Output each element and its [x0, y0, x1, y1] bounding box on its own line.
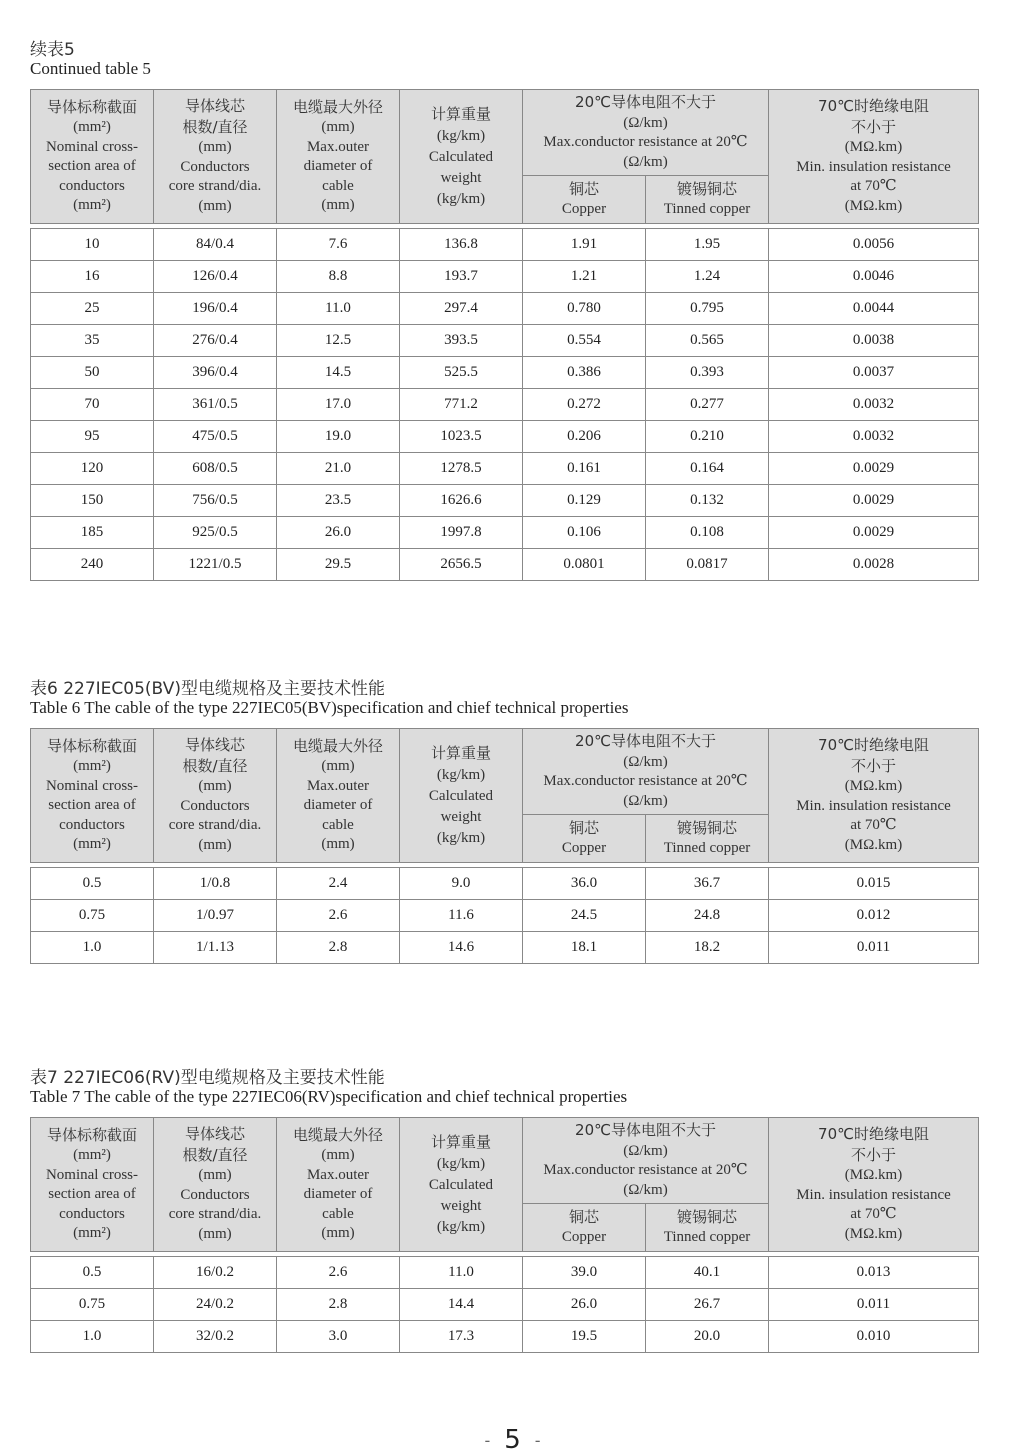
header-line: 镀锡铜芯 — [676, 1207, 737, 1226]
table-cell: 0.75 — [31, 900, 154, 932]
header-line: section area of — [48, 158, 136, 174]
table-cell: 0.565 — [646, 325, 769, 357]
table-cell: 12.5 — [277, 325, 400, 357]
table-row — [31, 293, 979, 325]
header-line: (mm) — [198, 836, 232, 853]
header-line: (MΩ.km) — [844, 197, 903, 214]
header-line: (Ω/km) — [623, 1181, 668, 1198]
table-cell: 276/0.4 — [154, 325, 277, 357]
header-tinned-copper — [646, 815, 769, 863]
header-line: Max.outer — [306, 1166, 370, 1183]
header-resistance-group — [523, 90, 769, 176]
table-cell: 11.6 — [400, 900, 523, 932]
table-cell: 9.0 — [400, 868, 523, 900]
table-cell: 393.5 — [400, 325, 523, 357]
table-row — [31, 868, 979, 900]
table-cell: 0.0029 — [769, 517, 979, 549]
header-line: Max.conductor resistance at 20℃ — [543, 773, 748, 789]
table-cell: 0.0037 — [769, 357, 979, 389]
header-line: (MΩ.km) — [844, 836, 903, 853]
table-cell: 3.0 — [277, 1321, 400, 1353]
table-cell: 11.0 — [400, 1257, 523, 1289]
table-cell: 0.5 — [31, 1257, 154, 1289]
header-resistance-group — [523, 1118, 769, 1204]
table-cell: 2.8 — [277, 1289, 400, 1321]
table-cell: 0.0801 — [523, 549, 646, 581]
header-line: 镀锡铜芯 — [676, 818, 737, 837]
header-line: Tinned copper — [663, 201, 751, 217]
header-line: Calculated — [428, 787, 494, 804]
table-cell: 361/0.5 — [154, 389, 277, 421]
header-line: conductors — [59, 1205, 125, 1222]
header-line: Copper — [561, 1229, 607, 1245]
table-cell: 24/0.2 — [154, 1289, 277, 1321]
table-cell: 23.5 — [277, 485, 400, 517]
header-line: Nominal cross- — [45, 1166, 139, 1183]
header-line: 镀锡铜芯 — [676, 179, 737, 198]
header-line: 计算重量 — [430, 1132, 491, 1151]
table-cell: 1/1.13 — [154, 932, 277, 964]
table-cell: 36.0 — [523, 868, 646, 900]
table-cell: 24.8 — [646, 900, 769, 932]
header-tinned-copper — [646, 1204, 769, 1252]
table-cell: 14.4 — [400, 1289, 523, 1321]
table-cell: 29.5 — [277, 549, 400, 581]
table-cell: 2.6 — [277, 1257, 400, 1289]
table-row — [31, 517, 979, 549]
table-row — [31, 549, 979, 581]
table-cell: 1.0 — [31, 932, 154, 964]
table-cell: 196/0.4 — [154, 293, 277, 325]
header-line: 根数/直径 — [182, 117, 248, 136]
header-line: Copper — [561, 201, 607, 217]
header-line: Min. insulation resistance — [796, 797, 951, 814]
header-line: weight — [440, 169, 482, 186]
table6-caption-cn: 表6 227IEC05(BV)型电缆规格及主要技术性能 — [30, 679, 385, 699]
header-line: at 70℃ — [850, 1206, 897, 1222]
table-cell: 2.8 — [277, 932, 400, 964]
table-cell: 1023.5 — [400, 421, 523, 453]
table-cell: 0.5 — [31, 868, 154, 900]
header-line: 导体线芯 — [184, 736, 245, 754]
header-line: Tinned copper — [663, 1229, 751, 1245]
header-line: 不小于 — [850, 756, 896, 775]
header-copper — [523, 1204, 646, 1252]
header-insulation — [769, 1118, 979, 1252]
header-line: section area of — [48, 1186, 136, 1202]
table-cell: 0.0038 — [769, 325, 979, 357]
table5-caption-en: Continued table 5 — [30, 59, 151, 78]
header-line: 铜芯 — [568, 818, 599, 837]
header-line: 20℃导体电阻不大于 — [575, 93, 716, 111]
table-cell: 1.0 — [31, 1321, 154, 1353]
header-line: Min. insulation resistance — [796, 158, 951, 175]
table-cell: 17.3 — [400, 1321, 523, 1353]
table-cell: 11.0 — [277, 293, 400, 325]
table-cell: 240 — [31, 549, 154, 581]
header-line: (Ω/km) — [623, 153, 668, 170]
header-outer-diameter — [277, 90, 400, 224]
table6-caption-en: Table 6 The cable of the type 227IEC05(BV)specification and chief technical properties — [30, 698, 629, 717]
header-line: (Ω/km) — [623, 1142, 668, 1159]
table-cell: 0.0046 — [769, 261, 979, 293]
header-weight — [400, 729, 523, 863]
table5 — [30, 89, 979, 581]
table-row — [31, 389, 979, 421]
header-line: 导体标称截面 — [46, 1125, 137, 1144]
header-line: at 70℃ — [850, 178, 897, 194]
header-line: diameter of — [303, 797, 373, 813]
header-nominal-area — [31, 1118, 154, 1252]
header-line: conductors — [59, 177, 125, 194]
table7-caption-en: Table 7 The cable of the type 227IEC06(RV)specification and chief technical properties — [30, 1087, 628, 1106]
table-cell: 0.393 — [646, 357, 769, 389]
header-line: core strand/dia. — [168, 178, 262, 194]
table-header — [31, 1118, 979, 1252]
header-line: 不小于 — [850, 117, 896, 136]
header-line: Nominal cross- — [45, 777, 139, 794]
header-line: 70℃时绝缘电阻 — [818, 97, 929, 115]
header-line: weight — [440, 1197, 482, 1214]
header-nominal-area — [31, 90, 154, 224]
header-line: 导体标称截面 — [46, 97, 137, 116]
table-cell: 525.5 — [400, 357, 523, 389]
table-cell: 0.795 — [646, 293, 769, 325]
header-copper — [523, 815, 646, 863]
table-cell: 36.7 — [646, 868, 769, 900]
table-cell: 0.206 — [523, 421, 646, 453]
header-strands — [154, 1118, 277, 1252]
table-row — [31, 357, 979, 389]
table-cell: 771.2 — [400, 389, 523, 421]
header-line: (mm) — [321, 1147, 355, 1163]
table-cell: 1626.6 — [400, 485, 523, 517]
header-line: (kg/km) — [436, 190, 486, 207]
header-line: Calculated — [428, 148, 494, 165]
table-cell: 120 — [31, 453, 154, 485]
header-copper — [523, 176, 646, 224]
table-cell: 2656.5 — [400, 549, 523, 581]
header-insulation — [769, 729, 979, 863]
header-strands — [154, 90, 277, 224]
table-cell: 0.0032 — [769, 421, 979, 453]
table-row — [31, 1321, 979, 1353]
table5-caption-cn: 续表5 — [30, 40, 75, 60]
table-cell: 608/0.5 — [154, 453, 277, 485]
header-line: Min. insulation resistance — [796, 1186, 951, 1203]
table-cell: 0.0032 — [769, 389, 979, 421]
header-outer-diameter — [277, 1118, 400, 1252]
table-cell: 2.6 — [277, 900, 400, 932]
header-line: diameter of — [303, 1186, 373, 1202]
header-line: (mm²) — [73, 197, 111, 213]
table-cell: 26.7 — [646, 1289, 769, 1321]
header-line: cable — [322, 1205, 354, 1222]
table-cell: 84/0.4 — [154, 229, 277, 261]
table-cell: 95 — [31, 421, 154, 453]
header-line: cable — [322, 177, 354, 194]
table-cell: 185 — [31, 517, 154, 549]
table-cell: 0.012 — [769, 900, 979, 932]
table-cell: 126/0.4 — [154, 261, 277, 293]
page-dash-left: - — [484, 1431, 491, 1450]
table-cell: 0.75 — [31, 1289, 154, 1321]
header-line: Max.conductor resistance at 20℃ — [543, 134, 748, 150]
table-row — [31, 900, 979, 932]
header-line: (MΩ.km) — [844, 778, 903, 794]
table-cell: 40.1 — [646, 1257, 769, 1289]
header-line: (mm) — [321, 836, 355, 852]
table-cell: 17.0 — [277, 389, 400, 421]
header-line: (mm) — [198, 1225, 232, 1242]
table-cell: 0.554 — [523, 325, 646, 357]
header-nominal-area — [31, 729, 154, 863]
table-cell: 18.2 — [646, 932, 769, 964]
table-row — [31, 453, 979, 485]
table-cell: 19.5 — [523, 1321, 646, 1353]
table-cell: 0.011 — [769, 932, 979, 964]
table-header — [31, 729, 979, 863]
table-cell: 0.0056 — [769, 229, 979, 261]
table-row — [31, 1257, 979, 1289]
table-cell: 16 — [31, 261, 154, 293]
table-row — [31, 261, 979, 293]
table-cell: 0.0029 — [769, 453, 979, 485]
header-line: Calculated — [428, 1176, 494, 1193]
table-row — [31, 485, 979, 517]
header-line: (mm) — [321, 119, 355, 135]
header-line: Max.conductor resistance at 20℃ — [543, 1162, 748, 1178]
table-cell: 0.010 — [769, 1321, 979, 1353]
header-line: 电缆最大外径 — [292, 97, 383, 116]
header-line: 20℃导体电阻不大于 — [575, 1121, 716, 1139]
table-cell: 0.106 — [523, 517, 646, 549]
page-number-value: 5 — [504, 1425, 521, 1455]
table-cell: 14.6 — [400, 932, 523, 964]
header-line: Conductors — [180, 158, 250, 175]
table-cell: 0.129 — [523, 485, 646, 517]
table-cell: 14.5 — [277, 357, 400, 389]
header-line: 导体线芯 — [184, 97, 245, 115]
header-outer-diameter — [277, 729, 400, 863]
table-cell: 32/0.2 — [154, 1321, 277, 1353]
header-line: 电缆最大外径 — [292, 1125, 383, 1144]
header-line: (mm) — [321, 197, 355, 213]
table-cell: 1/0.97 — [154, 900, 277, 932]
header-line: weight — [440, 808, 482, 825]
header-line: 铜芯 — [568, 179, 599, 198]
table-cell: 1.91 — [523, 229, 646, 261]
header-line: (mm) — [321, 1225, 355, 1241]
header-insulation — [769, 90, 979, 224]
table-cell: 0.277 — [646, 389, 769, 421]
table-cell: 50 — [31, 357, 154, 389]
table-cell: 0.164 — [646, 453, 769, 485]
header-line: 20℃导体电阻不大于 — [575, 732, 716, 750]
header-line: 不小于 — [850, 1145, 896, 1164]
table-cell: 7.6 — [277, 229, 400, 261]
table-row — [31, 229, 979, 261]
table-cell: 475/0.5 — [154, 421, 277, 453]
table-cell: 19.0 — [277, 421, 400, 453]
table-cell: 25 — [31, 293, 154, 325]
table-cell: 8.8 — [277, 261, 400, 293]
header-line: Max.outer — [306, 138, 370, 155]
table-row — [31, 1289, 979, 1321]
header-line: Tinned copper — [663, 840, 751, 856]
table-cell: 1221/0.5 — [154, 549, 277, 581]
header-line: core strand/dia. — [168, 1206, 262, 1222]
table-cell: 2.4 — [277, 868, 400, 900]
header-line: 计算重量 — [430, 104, 491, 123]
header-line: conductors — [59, 816, 125, 833]
header-line: (kg/km) — [436, 829, 486, 846]
table-cell: 1997.8 — [400, 517, 523, 549]
header-line: (MΩ.km) — [844, 1167, 903, 1183]
header-weight — [400, 90, 523, 224]
header-line: (mm²) — [73, 1147, 111, 1163]
header-line: (kg/km) — [436, 127, 486, 144]
table-cell: 70 — [31, 389, 154, 421]
table-cell: 150 — [31, 485, 154, 517]
header-line: 导体标称截面 — [46, 736, 137, 755]
header-line: Conductors — [180, 797, 250, 814]
table-header — [31, 90, 979, 224]
header-line: 铜芯 — [568, 1207, 599, 1226]
table-cell: 21.0 — [277, 453, 400, 485]
header-line: (mm) — [198, 197, 232, 214]
header-line: (Ω/km) — [623, 114, 668, 131]
header-line: 电缆最大外径 — [292, 736, 383, 755]
header-weight — [400, 1118, 523, 1252]
table-cell: 1.21 — [523, 261, 646, 293]
header-line: (mm) — [198, 778, 232, 794]
header-line: (mm²) — [73, 836, 111, 852]
header-line: 计算重量 — [430, 743, 491, 762]
table-cell: 0.0028 — [769, 549, 979, 581]
header-line: (kg/km) — [436, 1155, 486, 1172]
table-cell: 0.132 — [646, 485, 769, 517]
table-row — [31, 325, 979, 357]
table-cell: 0.386 — [523, 357, 646, 389]
table-cell: 0.780 — [523, 293, 646, 325]
header-line: core strand/dia. — [168, 817, 262, 833]
header-line: (Ω/km) — [623, 753, 668, 770]
header-tinned-copper — [646, 176, 769, 224]
header-line: at 70℃ — [850, 817, 897, 833]
header-line: 根数/直径 — [182, 756, 248, 775]
header-line: (mm) — [198, 139, 232, 155]
header-line: 70℃时绝缘电阻 — [818, 736, 929, 754]
table-cell: 0.210 — [646, 421, 769, 453]
table-cell: 1.24 — [646, 261, 769, 293]
table6 — [30, 728, 979, 964]
header-line: cable — [322, 816, 354, 833]
table-cell: 18.1 — [523, 932, 646, 964]
table-cell: 396/0.4 — [154, 357, 277, 389]
table-cell: 925/0.5 — [154, 517, 277, 549]
header-line: Nominal cross- — [45, 138, 139, 155]
header-line: (Ω/km) — [623, 792, 668, 809]
header-line: (mm) — [321, 758, 355, 774]
table-cell: 136.8 — [400, 229, 523, 261]
table-cell: 20.0 — [646, 1321, 769, 1353]
header-line: (mm) — [198, 1167, 232, 1183]
header-line: Copper — [561, 840, 607, 856]
header-line: 70℃时绝缘电阻 — [818, 1125, 929, 1143]
table-cell: 24.5 — [523, 900, 646, 932]
table-cell: 1/0.8 — [154, 868, 277, 900]
table-cell: 26.0 — [277, 517, 400, 549]
table-cell: 0.0029 — [769, 485, 979, 517]
header-line: Max.outer — [306, 777, 370, 794]
table-cell: 16/0.2 — [154, 1257, 277, 1289]
table7-caption-cn: 表7 227IEC06(RV)型电缆规格及主要技术性能 — [30, 1068, 385, 1088]
header-line: (MΩ.km) — [844, 139, 903, 155]
table7 — [30, 1117, 979, 1353]
header-line: (mm²) — [73, 758, 111, 774]
table-cell: 0.011 — [769, 1289, 979, 1321]
table-cell: 756/0.5 — [154, 485, 277, 517]
table-cell: 297.4 — [400, 293, 523, 325]
header-line: (kg/km) — [436, 766, 486, 783]
header-line: section area of — [48, 797, 136, 813]
table-cell: 0.013 — [769, 1257, 979, 1289]
table-cell: 0.272 — [523, 389, 646, 421]
table-cell: 0.161 — [523, 453, 646, 485]
table-cell: 0.0817 — [646, 549, 769, 581]
header-resistance-group — [523, 729, 769, 815]
header-line: diameter of — [303, 158, 373, 174]
table-row — [31, 932, 979, 964]
table-cell: 0.0044 — [769, 293, 979, 325]
table-row — [31, 421, 979, 453]
header-line: 导体线芯 — [184, 1125, 245, 1143]
header-line: 根数/直径 — [182, 1145, 248, 1164]
header-line: (mm²) — [73, 119, 111, 135]
table-cell: 39.0 — [523, 1257, 646, 1289]
header-line: Conductors — [180, 1186, 250, 1203]
table-cell: 1.95 — [646, 229, 769, 261]
header-line: (MΩ.km) — [844, 1225, 903, 1242]
header-line: (kg/km) — [436, 1218, 486, 1235]
table-cell: 1278.5 — [400, 453, 523, 485]
header-line: (mm²) — [73, 1225, 111, 1241]
header-strands — [154, 729, 277, 863]
table-cell: 193.7 — [400, 261, 523, 293]
table-cell: 0.108 — [646, 517, 769, 549]
page-number — [0, 1425, 1025, 1455]
table-cell: 10 — [31, 229, 154, 261]
table-cell: 26.0 — [523, 1289, 646, 1321]
page-dash-right: - — [534, 1431, 541, 1450]
table-cell: 0.015 — [769, 868, 979, 900]
table-cell: 35 — [31, 325, 154, 357]
